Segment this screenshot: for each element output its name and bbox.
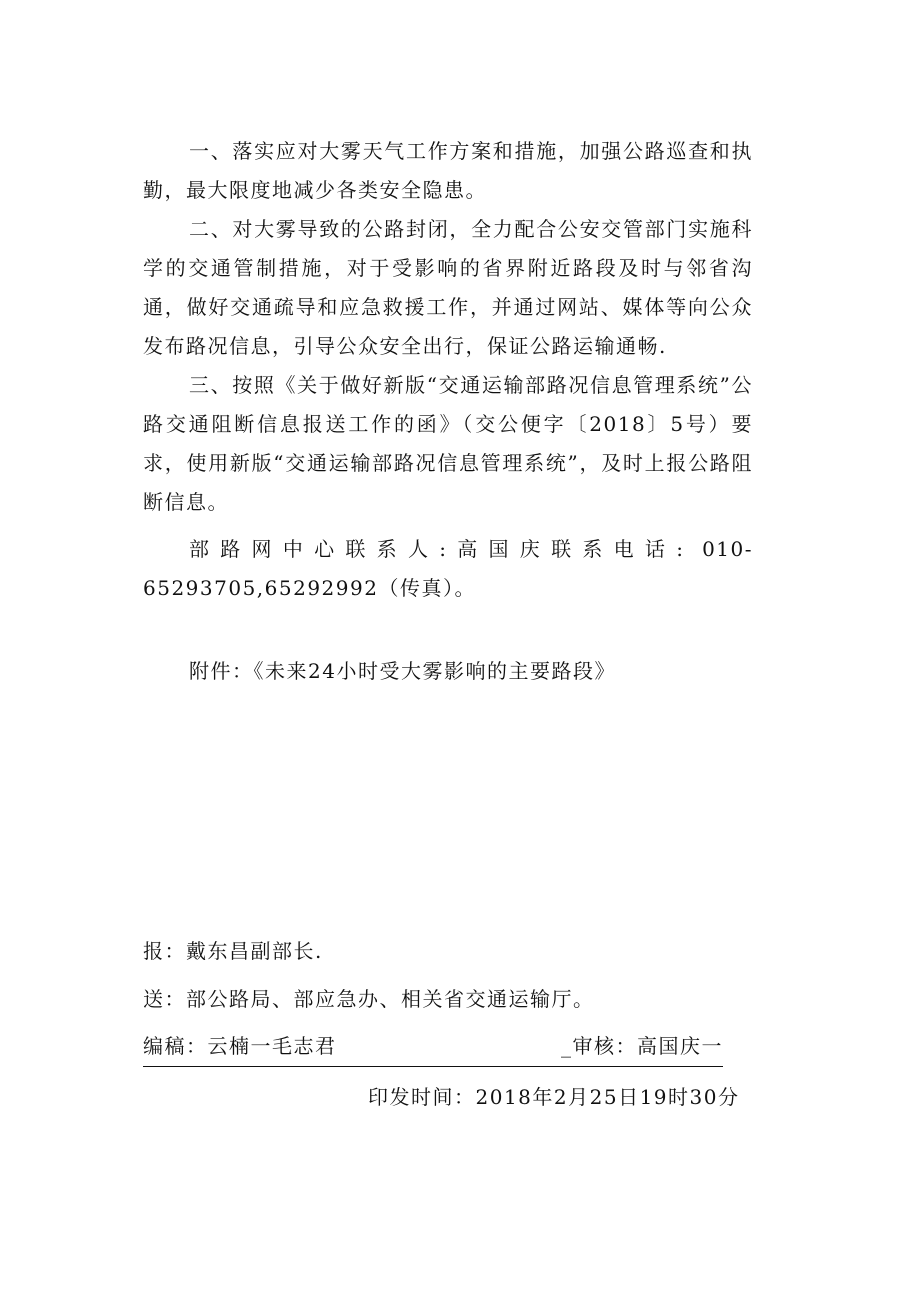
attachment-line: 附件：《未来24小时受大雾影响的主要路段》 bbox=[189, 659, 616, 683]
editor-reviewer-line bbox=[143, 1027, 723, 1067]
report-to-line: 报：戴东昌副部长. bbox=[143, 939, 323, 963]
paragraph-2: 二、对大雾导致的公路封闭，全力配合公安交管部门实施科学的交通管制措施，对于受影响的省界附近路段及时与邻省沟通，做好交通疏导和应急救援工作，并通过网站、媒体等向公众发布路况信息，引导公众安全出行，保证公路运输通畅. bbox=[143, 217, 753, 358]
editor-label: 编稿：云楠一毛志君 bbox=[143, 1034, 337, 1058]
contact-paragraph: 部路网中心联系人:高国庆联系电话: 010-65293705,65292992（传真）。 bbox=[143, 537, 753, 600]
send-to-line: 送：部公路局、部应急办、相关省交通运输厅。 bbox=[143, 987, 595, 1011]
paragraph-3: 三、按照《关于做好新版“交通运输部路况信息管理系统”公路交通阻断信息报送工作的函》（交公便字〔2018〕5号）要求，使用新版“交通运输部路况信息管理系统”，及时上报公路阻断信息。 bbox=[143, 373, 753, 514]
paragraph-1: 一、落实应对大雾天气工作方案和措施，加强公路巡查和执勤，最大限度地减少各类安全隐患。 bbox=[143, 139, 753, 202]
issue-time: 印发时间：2018年2月25日19时30分 bbox=[368, 1085, 740, 1109]
reviewer-label: _审核：高国庆一 bbox=[561, 1034, 723, 1058]
